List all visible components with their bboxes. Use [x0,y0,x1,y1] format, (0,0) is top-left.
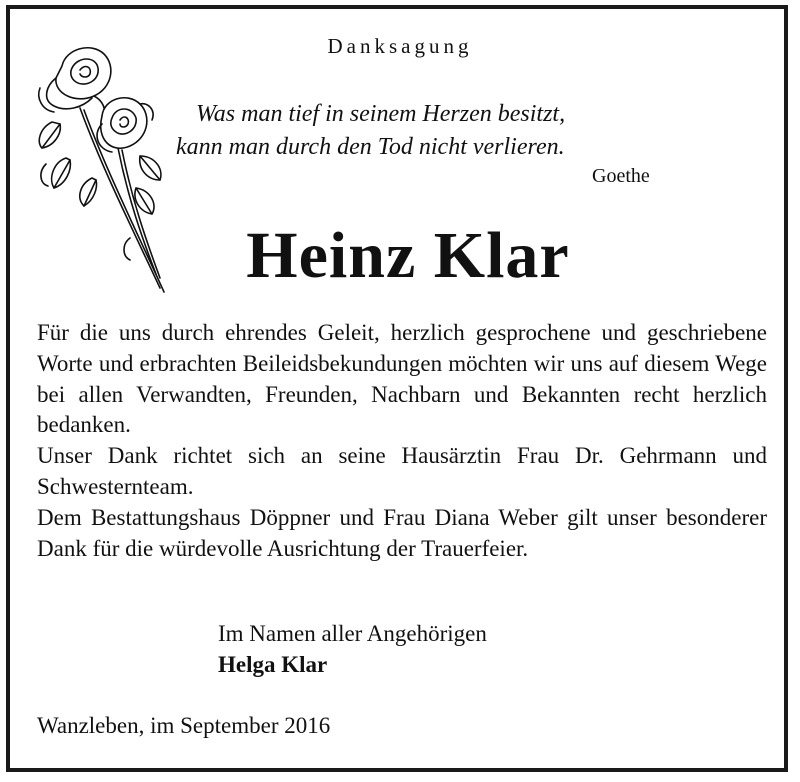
quote [176,98,565,164]
body-paragraph-1: Für die uns durch ehrendes Geleit, herzlich gesprochene und geschriebene Worte und erbrachten Beileidsbekundungen möchten wir uns auf diesem Wege bei allen Verwandten, Freunden, Nachbarn und Bekannten recht herzlich bedanken. [37,320,767,438]
body-paragraph-3: Dem Bestattungshaus Döppner und Frau Diana Weber gilt unser besonderer Dank für die würdevolle Ausrichtung der Trauerfeier. [37,504,767,561]
rose-icon [32,38,172,296]
signature [218,618,487,680]
body-text [37,318,767,564]
heading: Danksagung [327,34,473,58]
deceased-name: Heinz Klar [246,219,570,292]
place-date: Wanzleben, im September 2016 [37,713,331,738]
quote-author: Goethe [592,165,650,187]
signature-name: Helga Klar [218,652,328,677]
quote-line-2: kann man durch den Tod nicht verlieren. [176,134,565,160]
signature-line: Im Namen aller Angehörigen [218,621,487,646]
body-paragraph-2: Unser Dank richtet sich an seine Hausärztin Frau Dr. Gehrmann und Schwesternteam. [37,443,767,499]
quote-line-1: Was man tief in seinem Herzen besitzt, [196,101,566,127]
